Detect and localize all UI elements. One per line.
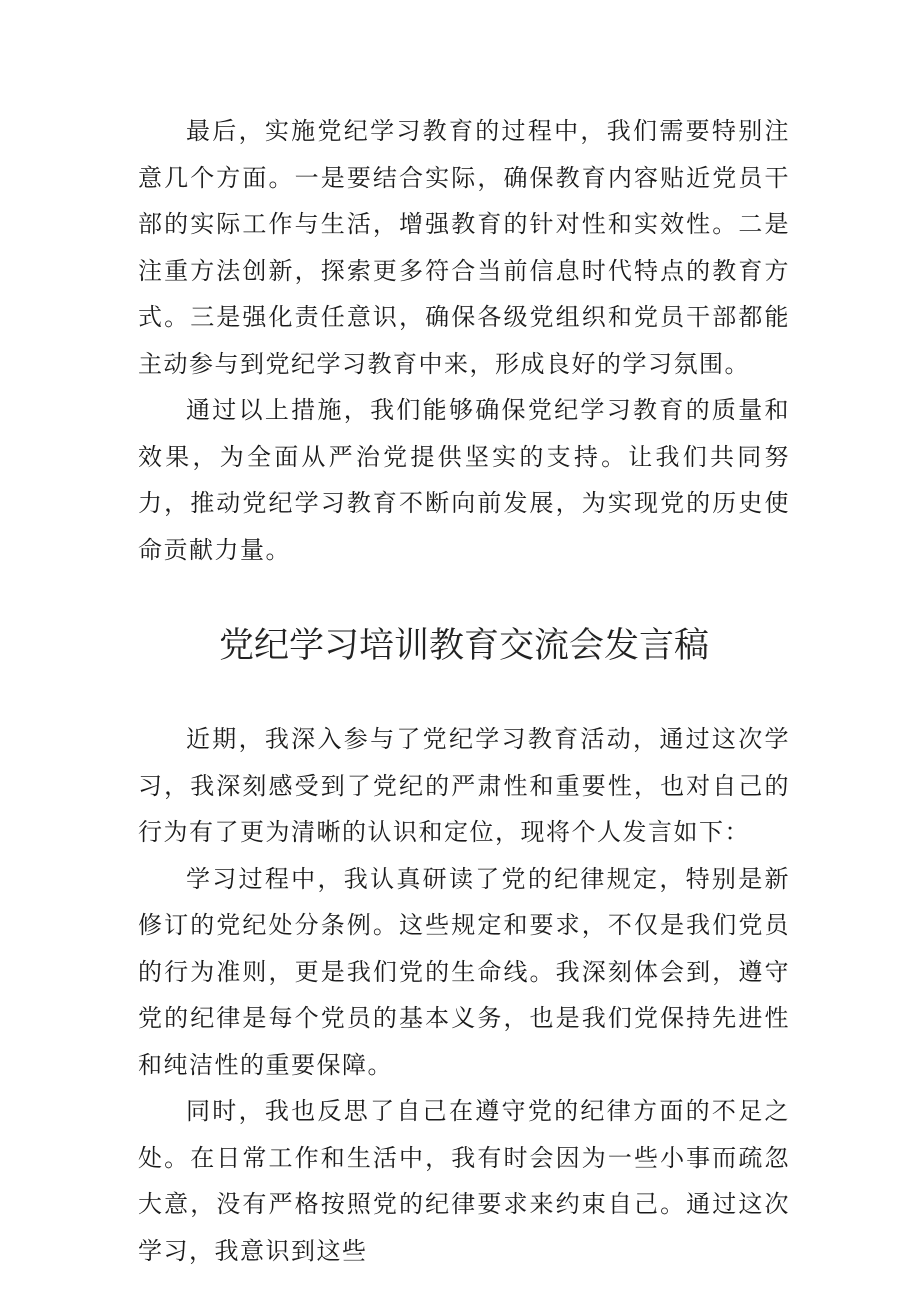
paragraph: 近期，我深入参与了党纪学习教育活动，通过这次学习，我深刻感受到了党纪的严肃性和重要性，也对自己的行为有了更为清晰的认识和定位，现将个人发言如下： <box>138 725 790 846</box>
document-title: 党纪学习培训教育交流会发言稿 <box>218 626 709 666</box>
paragraph: 同时，我也反思了自己在遵守党的纪律方面的不足之处。在日常工作和生活中，我有时会因为一些小事而疏忽大意，没有严格按照党的纪律要求来约束自己。通过这次学习，我意识到这些 <box>138 1097 790 1265</box>
paragraph: 最后，实施党纪学习教育的过程中，我们需要特别注意几个方面。一是要结合实际，确保教育内容贴近党员干部的实际工作与生活，增强教育的针对性和实效性。二是注重方法创新，探索更多符合当前信息时代特点的教育方式。三是强化责任意识，确保各级党组织和党员干部都能主动参与到党纪学习教育中来，形成良好的学习氛围。 <box>138 117 790 378</box>
paragraph: 学习过程中，我认真研读了党的纪律规定，特别是新修订的党纪处分条例。这些规定和要求，不仅是我们党员的行为准则，更是我们党的生命线。我深刻体会到，遵守党的纪律是每个党员的基本义务，也是我们党保持先进性和纯洁性的重要保障。 <box>138 864 790 1079</box>
paragraph: 通过以上措施，我们能够确保党纪学习教育的质量和效果，为全面从严治党提供坚实的支持。让我们共同努力，推动党纪学习教育不断向前发展，为实现党的历史使命贡献力量。 <box>138 396 790 564</box>
document-page <box>138 108 790 1274</box>
